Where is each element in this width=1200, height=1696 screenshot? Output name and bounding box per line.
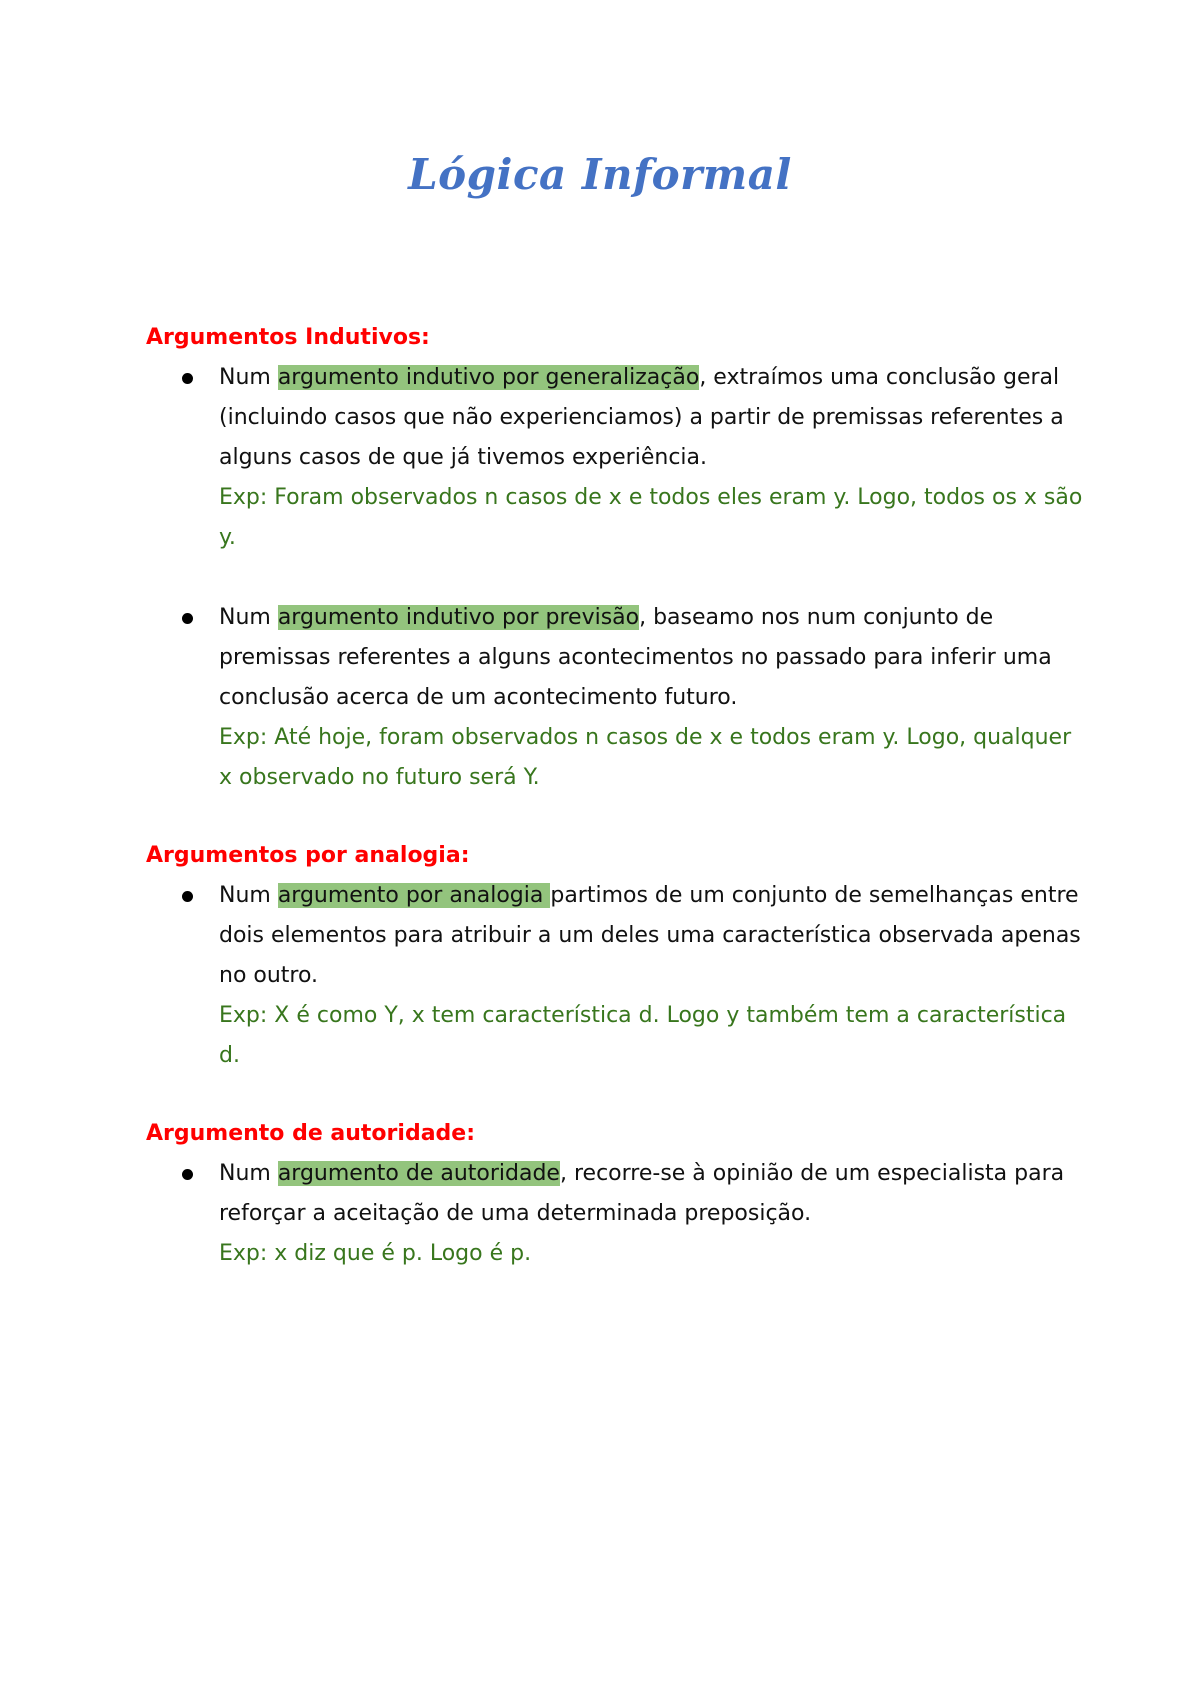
- list-item: [146, 1154, 1086, 1274]
- item-text: , baseamo nos num conjunto de premissas referentes a alguns acontecimentos no passado para inferir uma conclusão acerca de um acontecimento futuro.: [219, 605, 1052, 710]
- bullet-icon: [182, 373, 193, 384]
- section-authority-arguments: [146, 1114, 1086, 1274]
- list-item: [146, 876, 1086, 1076]
- section-inductive-arguments: [146, 318, 1086, 798]
- bullet-icon: [182, 891, 193, 902]
- highlighted-term: argumento indutivo por generalização: [277, 365, 700, 390]
- item-lead: Num: [219, 883, 278, 908]
- item-lead: Num: [219, 1161, 278, 1186]
- bullet-list: [146, 358, 1086, 798]
- example-text: Exp: Até hoje, foram observados n casos de x e todos eram y. Logo, qualquer x observado no futuro será Y.: [219, 725, 1072, 790]
- item-lead: Num: [219, 605, 278, 630]
- item-text: , recorre-se à opinião de um especialista para reforçar a aceitação de uma determinada preposição.: [219, 1161, 1065, 1226]
- highlighted-term: argumento indutivo por previsão: [277, 605, 640, 630]
- highlighted-term: argumento por analogia: [277, 883, 551, 908]
- example-text: Exp: X é como Y, x tem característica d. Logo y também tem a característica d.: [219, 1003, 1067, 1068]
- list-item: [146, 358, 1086, 558]
- bullet-icon: [182, 1169, 193, 1180]
- bullet-list: [146, 1154, 1086, 1274]
- example-text: Exp: x diz que é p. Logo é p.: [219, 1241, 532, 1266]
- example-text: Exp: Foram observados n casos de x e todos eles eram y. Logo, todos os x são y.: [219, 485, 1083, 550]
- section-heading: Argumento de autoridade:: [146, 1121, 476, 1146]
- bullet-list: [146, 876, 1086, 1076]
- item-text: partimos de um conjunto de semelhanças entre dois elementos para atribuir a um deles uma característica observada apenas no outro.: [219, 883, 1081, 988]
- bullet-icon: [182, 613, 193, 624]
- spacer: [146, 1076, 1086, 1114]
- section-heading: Argumentos Indutivos:: [146, 325, 430, 350]
- document-body: [146, 318, 1086, 1274]
- section-analogy-arguments: [146, 836, 1086, 1076]
- item-text: , extraímos uma conclusão geral (incluindo casos que não experienciamos) a partir de premissas referentes a alguns casos de que já tivemos experiência.: [219, 365, 1064, 470]
- spacer: [146, 798, 1086, 836]
- section-heading: Argumentos por analogia:: [146, 843, 470, 868]
- list-item: [146, 598, 1086, 798]
- highlighted-term: argumento de autoridade: [277, 1161, 560, 1186]
- spacer: [146, 558, 1086, 598]
- item-lead: Num: [219, 365, 278, 390]
- page-title: Lógica Informal: [408, 150, 792, 199]
